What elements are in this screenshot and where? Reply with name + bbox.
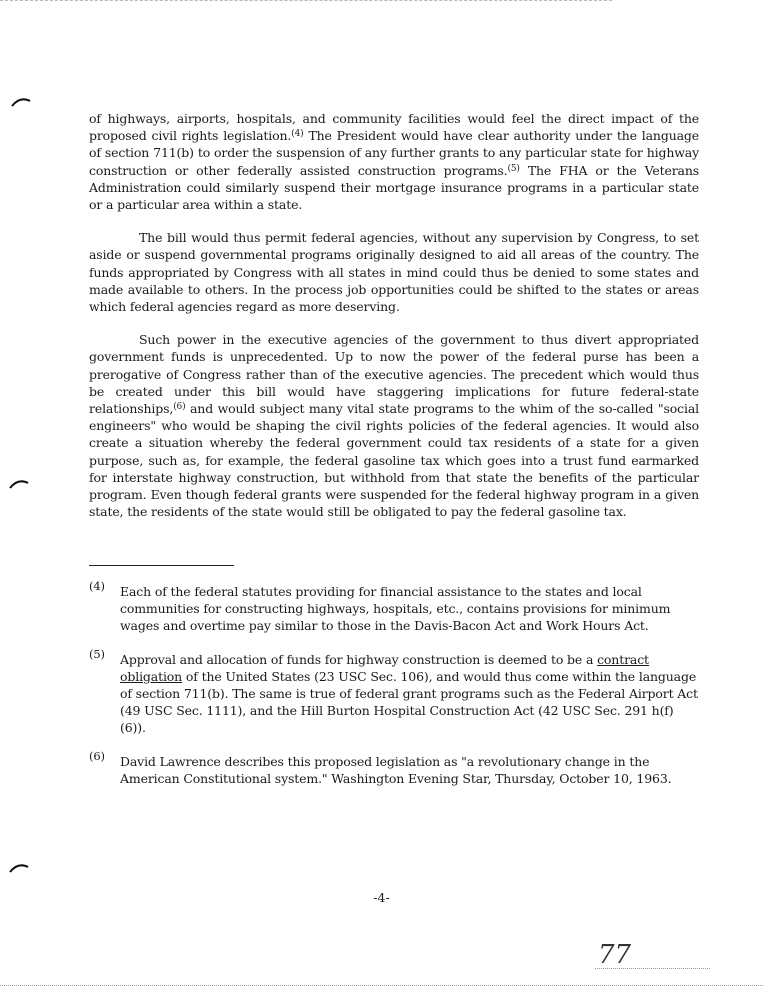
footnote-text-b: of the United States (23 USC Sec. 106), and would thus come within the language of section 711(b). The same is true of federal grant programs such as the Federal Airport Act (49 USC Sec. 1111), and the Hill Burton Hospital Construction Act (42 USC Sec. 291 h(f) (6)). (120, 668, 698, 736)
binder-hole-mark-bottom (8, 858, 30, 880)
paragraph-3-text-b: and would subject many vital state programs to the whim of the so-called "social engineers" who would be shaping the civil rights policies of the federal agencies. It would also create a situation whereby the federal government could tax residents of a state for a given purpose, such as, for example, the federal gasoline tax which goes into a trust fund earmarked for interstate highway construction, but withhold from that state the benefits of the particular program. Even though federal grants were suspended for the federal highway program in a given state, the residents of the state would still be obligated to pay the federal gasoline tax. (89, 401, 699, 520)
paragraph-1-text-a: of highways, airports, hospitals, and community facilities would feel the direct impact of the proposed civil rights legislation. (89, 111, 699, 144)
page-number: -4- (373, 890, 390, 905)
paragraph-1-text-b: The President would have clear authority under the language of section 711(b) to order the suspension of any further grants to any particular state for highway construction or other federally assisted construction programs. (89, 128, 699, 178)
footnote-5 (89, 646, 699, 737)
footnote-ref-5: (5) (507, 163, 520, 174)
footnote-separator (89, 565, 234, 566)
handwritten-page-note: 77 (598, 940, 632, 970)
paragraph-3 (89, 331, 699, 520)
top-dashed-border (0, 0, 612, 1)
paragraph-3-text-a: Such power in the executive agencies of the government to thus divert appropriated government funds is unprecedented. Up to now the power of the federal purse has been a prerogative of Congress rather than of the executive agencies. The precedent which would thus be created under this bill would have staggering implications for future federal-state relationships, (89, 332, 699, 417)
document-body (89, 110, 699, 536)
binder-hole-mark-top (10, 92, 32, 114)
footnote-number: (5) (89, 646, 105, 661)
paragraph-2: The bill would thus permit federal agencies, without any supervision by Congress, to set aside or suspend governmental programs originally designed to aid all areas of the country. The funds appropriated by Congress with all states in mind could thus be denied to some states and made available to others. In the process job opportunities could be shifted to the states or areas which federal agencies regard as more deserving. (89, 230, 699, 315)
paragraph-1-text-c: The FHA or the Veterans Administration could similarly suspend their mortgage insurance programs in a particular state or a particular area within a state. (89, 162, 699, 213)
footnote-4 (89, 579, 699, 635)
footnote-ref-6: (6) (173, 402, 186, 413)
footnote-text: David Lawrence describes this proposed legislation as "a revolutionary change in the American Constitutional system." Washington Evening Star, Thursday, October 10, 1963. (120, 753, 672, 786)
underlined-term: contract obligation (120, 651, 649, 684)
binder-hole-mark-middle (8, 474, 30, 496)
footnote-text: Each of the federal statutes providing for financial assistance to the states and local communities for constructing highways, hospitals, etc., contains provisions for minimum wages and overtime pay similar to those in the Davis-Bacon Act and Work Hours Act. (120, 584, 671, 634)
footnote-6 (89, 748, 699, 787)
bottom-dotted-line-short (595, 968, 710, 969)
footnotes (89, 579, 699, 803)
footnote-ref-4: (4) (291, 129, 304, 140)
paragraph-1 (89, 110, 699, 213)
footnote-number: (6) (89, 748, 105, 763)
footnote-text-a: Approval and allocation of funds for highway construction is deemed to be a (120, 651, 598, 667)
footnote-number: (4) (89, 579, 105, 593)
bottom-dotted-border (0, 985, 763, 986)
